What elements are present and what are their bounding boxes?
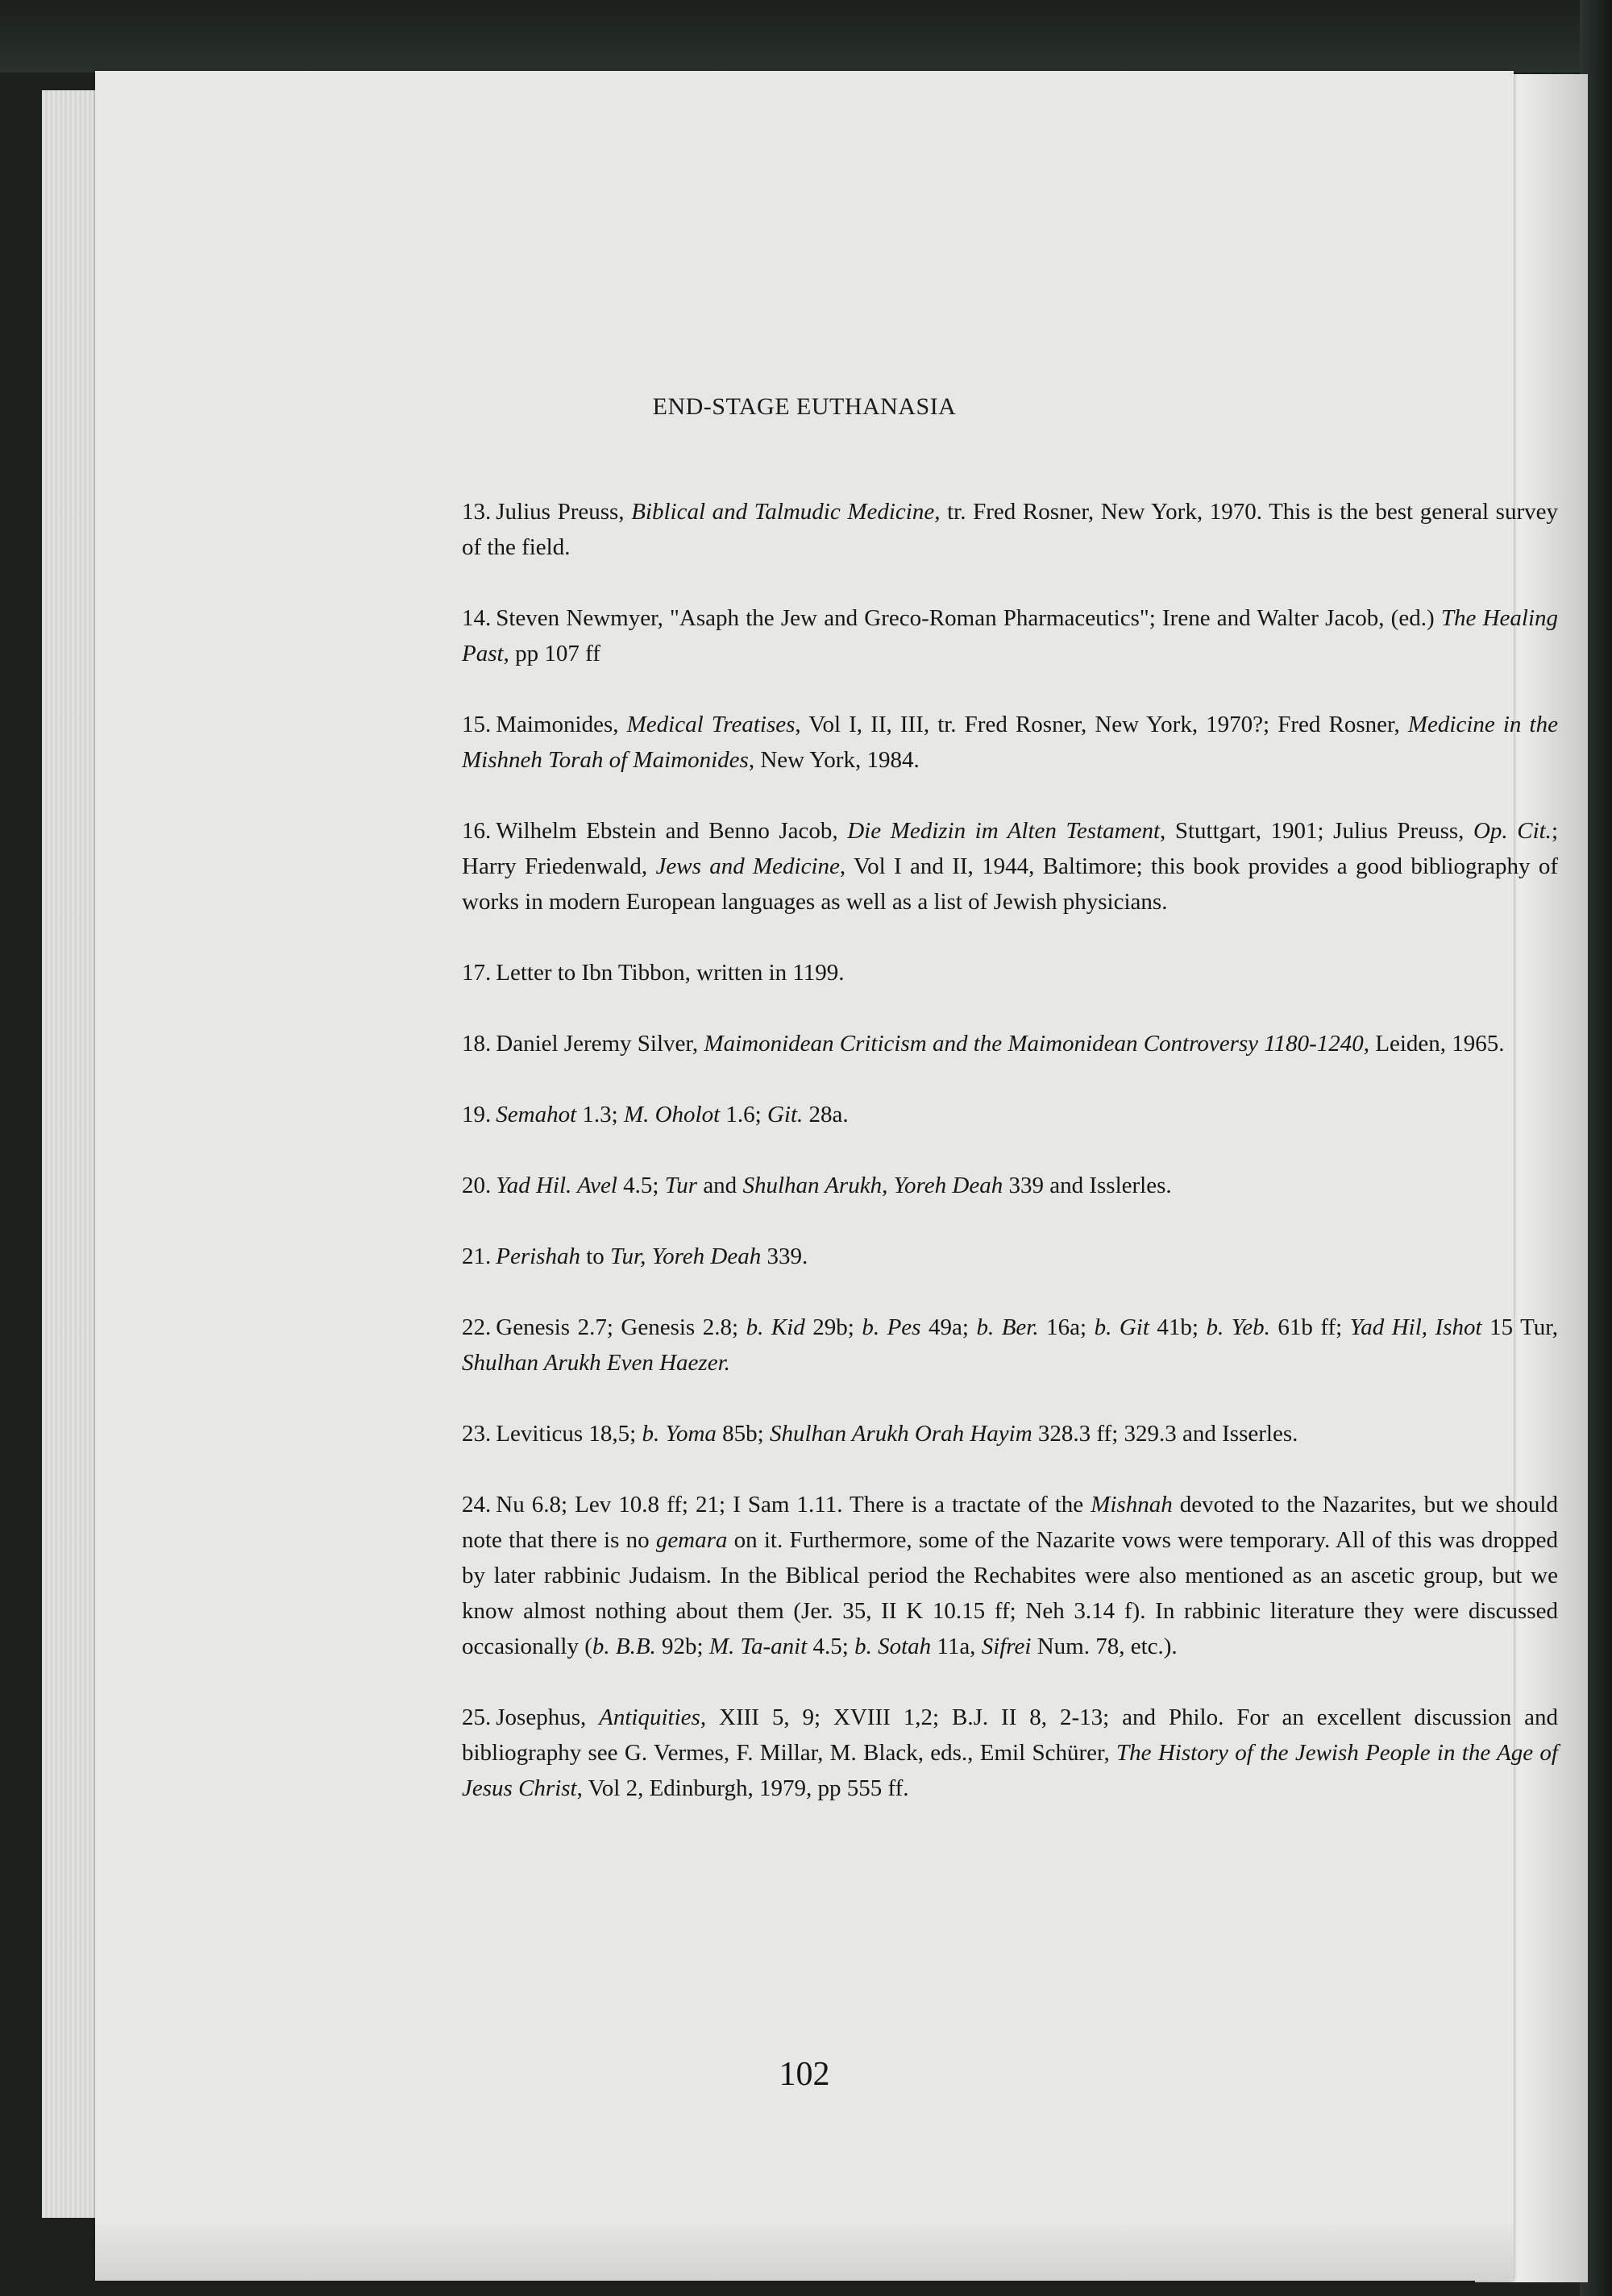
- endnote-title-text: Jews and Medicine: [655, 853, 840, 879]
- endnote-text: Genesis 2.7; Genesis 2.8;: [496, 1314, 746, 1340]
- endnote-text: , Stuttgart, 1901; Julius Preuss,: [1160, 818, 1473, 844]
- endnote-text: to: [580, 1243, 611, 1269]
- endnote: [462, 1097, 1558, 1132]
- endnote-text: 41b;: [1149, 1314, 1207, 1340]
- endnote-number: 15.: [462, 712, 492, 737]
- endnote-title-text: Yad Hil, Ishot: [1349, 1314, 1482, 1340]
- endnote-text: 328.3 ff; 329.3 and Isserles.: [1032, 1421, 1298, 1447]
- endnote-text: Julius Preuss,: [496, 499, 632, 525]
- endnote-text: , New York, 1984.: [748, 747, 920, 773]
- endnote-text: Daniel Jeremy Silver,: [496, 1031, 704, 1057]
- endnote-number: 25.: [462, 1704, 492, 1730]
- endnote: [462, 707, 1558, 778]
- endnote-title-text: Perishah: [496, 1243, 580, 1269]
- endnote-number: 13.: [462, 499, 492, 525]
- endnote-text: devoted to the Nazarites, but we should note that there is no: [462, 1492, 1558, 1553]
- endnote-text: , Leiden, 1965.: [1363, 1031, 1505, 1057]
- endnote-number: 17.: [462, 960, 492, 986]
- endnote: [462, 1310, 1558, 1381]
- endnote-text: 1.6;: [720, 1102, 767, 1127]
- endnote-text: 61b ff;: [1269, 1314, 1350, 1340]
- endnote-title-text: Op. Cit.: [1473, 818, 1552, 844]
- endnotes-list: [462, 494, 1558, 1841]
- endnote-title-text: b. Kid: [746, 1314, 805, 1340]
- endnote-text: Maimonides,: [496, 712, 627, 737]
- backdrop-top: [0, 0, 1612, 73]
- endnote-title-text: Git.: [767, 1102, 804, 1127]
- endnote-text: 339.: [761, 1243, 808, 1269]
- endnote-text: and: [697, 1173, 743, 1198]
- endnote-title-text: Medicine in the Mishneh Torah of Maimonides: [462, 712, 1558, 773]
- endnote: [462, 1026, 1558, 1061]
- endnote: [462, 1700, 1558, 1806]
- endnote-title-text: Tur: [664, 1173, 698, 1198]
- endnote-number: 18.: [462, 1031, 492, 1057]
- endnote-title-text: b. Sotah: [854, 1634, 932, 1659]
- endnote-text: 29b;: [804, 1314, 862, 1340]
- endnote: [462, 600, 1558, 671]
- endnote-text: 339 and Isslerles.: [1003, 1173, 1172, 1198]
- endnote-title-text: gemara: [655, 1527, 728, 1553]
- endnote-number: 24.: [462, 1492, 492, 1518]
- endnote-title-text: M. Oholot: [623, 1102, 721, 1127]
- endnote-title-text: Shulhan Arukh Orah Hayim: [769, 1421, 1032, 1447]
- endnote-title-text: Medical Treatises: [626, 712, 796, 737]
- endnote-title-text: The History of the Jewish People in the Age of Jesus Christ: [462, 1740, 1558, 1801]
- endnote: [462, 1487, 1558, 1664]
- endnote-text: Steven Newmyer, "Asaph the Jew and Greco-Roman Pharmaceutics"; Irene and Walter Jacob, (ed.): [496, 605, 1441, 631]
- endnote-number: 22.: [462, 1314, 492, 1340]
- endnote-title-text: Shulhan Arukh, Yoreh Deah: [742, 1173, 1003, 1198]
- endnote-number: 20.: [462, 1173, 492, 1198]
- endnote-text: 28a.: [803, 1102, 849, 1127]
- endnote-text: Num. 78, etc.).: [1031, 1634, 1178, 1659]
- page-number: 102: [779, 2056, 830, 2093]
- endnote-title-text: Biblical and Talmudic Medicine,: [631, 499, 941, 525]
- endnote-number: 21.: [462, 1243, 492, 1269]
- endnote-text: , XIII 5, 9; XVIII 1,2; B.J. II 8, 2-13; and Philo. For an excellent discussion and bibliography see G. Vermes, F. Millar, M. Black, eds., Emil Schürer,: [462, 1704, 1559, 1766]
- endnote-title-text: Yad Hil. Avel: [496, 1173, 617, 1198]
- endnote-text: 15 Tur,: [1481, 1314, 1559, 1340]
- endnote-title-text: b. Yoma: [642, 1421, 717, 1447]
- endnote-title-text: Antiquities: [599, 1704, 700, 1730]
- endnote-text: Nu 6.8; Lev 10.8 ff; 21; I Sam 1.11. There is a tractate of the: [496, 1492, 1091, 1518]
- endnote-text: 1.3;: [576, 1102, 624, 1127]
- endnote-title-text: b. Pes: [862, 1314, 921, 1340]
- endnote-text: Leviticus 18,5;: [496, 1421, 642, 1447]
- page-bottom-edge: [95, 2224, 1514, 2281]
- endnote-text: , Vol 2, Edinburgh, 1979, pp 555 ff.: [576, 1775, 909, 1801]
- endnote-title-text: M. Ta-anit: [708, 1634, 808, 1659]
- endnote-number: 16.: [462, 818, 492, 844]
- endnote-title-text: b. B.B.: [592, 1634, 656, 1659]
- endnote-title-text: Die Medizin im Alten Testament: [847, 818, 1161, 844]
- endnote-text: 85b;: [716, 1421, 770, 1447]
- book-page: [95, 71, 1559, 2281]
- endnote-text: 92b;: [655, 1634, 709, 1659]
- endnote-text: , Vol I and II, 1944, Baltimore; this book provides a good bibliography of works in modern European languages as well as a list of Jewish physicians.: [462, 853, 1559, 915]
- endnote-number: 23.: [462, 1421, 492, 1447]
- endnote-title-text: b. Ber.: [976, 1314, 1039, 1340]
- endnote-text: tr. Fred Rosner, New York, 1970. This is the best general survey of the field.: [462, 499, 1558, 560]
- endnote-number: 19.: [462, 1102, 492, 1127]
- endnote-text: pp 107 ff: [509, 641, 600, 666]
- endnote-title-text: Maimonidean Criticism and the Maimonidean Controversy 1180-1240: [704, 1031, 1364, 1057]
- endnote-title-text: b. Yeb.: [1206, 1314, 1270, 1340]
- endnote-title-text: Sifrei: [981, 1634, 1032, 1659]
- endnote: [462, 1239, 1558, 1274]
- endnote-text: 4.5;: [617, 1173, 665, 1198]
- endnote-title-text: b. Git: [1094, 1314, 1149, 1340]
- endnote-text: 11a,: [931, 1634, 982, 1659]
- endnote-text: Letter to Ibn Tibbon, written in 1199.: [496, 960, 845, 986]
- endnote-title-text: Tur, Yoreh Deah: [610, 1243, 762, 1269]
- endnote: [462, 1416, 1558, 1451]
- endnote-text: , Vol I, II, III, tr. Fred Rosner, New York, 1970?; Fred Rosner,: [795, 712, 1408, 737]
- endnote-title-text: Mishnah: [1091, 1492, 1173, 1518]
- endnote: [462, 494, 1558, 565]
- endnote-text: Josephus,: [496, 1704, 600, 1730]
- endnote-text: Wilhelm Ebstein and Benno Jacob,: [496, 818, 848, 844]
- endnote-title-text: Shulhan Arukh Even Haezer.: [462, 1350, 730, 1376]
- endnote-text: on it. Furthermore, some of the Nazarite vows were temporary. All of this was dropped by later rabbinic Judaism. In the Biblical period the Rechabites were also mentioned as an ascetic group, but we know almost nothing about them (Jer. 35, II K 10.15 ff; Neh 3.14 f). In rabbinic literature they were discussed occasionally (: [462, 1527, 1559, 1659]
- endnote-text: ; Harry Friedenwald,: [462, 818, 1558, 879]
- running-head: END-STAGE EUTHANASIA: [652, 393, 957, 420]
- endnote-text: 4.5;: [807, 1634, 855, 1659]
- endnote-number: 14.: [462, 605, 492, 631]
- endnote-text: 16a;: [1038, 1314, 1095, 1340]
- endnote: [462, 955, 1558, 990]
- endnote-title-text: The Healing Past,: [462, 605, 1558, 666]
- endnote-text: 49a;: [920, 1314, 977, 1340]
- endnote: [462, 813, 1558, 920]
- endnote-title-text: Semahot: [496, 1102, 577, 1127]
- endnote: [462, 1168, 1558, 1203]
